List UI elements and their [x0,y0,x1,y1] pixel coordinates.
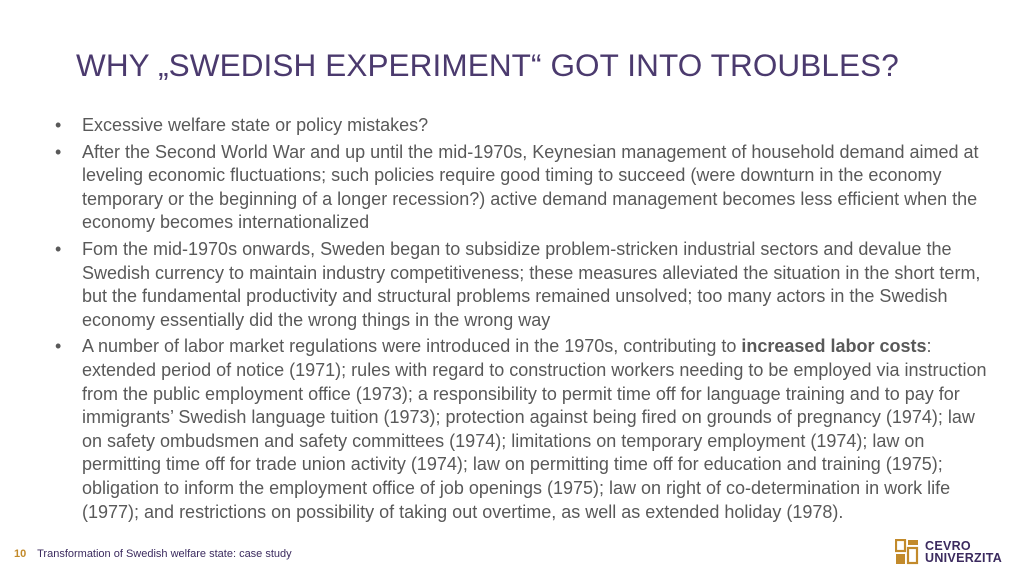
bullet-text-continued: : extended period of notice (1971); rules with regard to construction workers needing to be employed via instruction from the public employment office (1973); a responsibility to permit time off for language training and to pay for immigrants’ Swedish language tuition (1973); protection against being fired on grounds of pregnancy (1974); law on safety ombudsmen and safety committees (1974); limitations on temporary employment (1974); law on permitting time off for trade union activity (1974); law on permitting time off for education and training (1975); obligation to inform the employment office of job openings (1975); law on right of co-determination in work life (1977); and restrictions on possibility of taking out overtime, as well as extended holiday (1978). [82,336,987,522]
bullet-icon: • [55,141,62,162]
bullet-text: Excessive welfare state or policy mistakes? [82,115,429,135]
slide-title: WHY „SWEDISH EXPERIMENT“ GOT INTO TROUBLES? [76,47,899,83]
bullet-item [52,335,997,524]
bullet-text: A number of labor market regulations were introduced in the 1970s, contributing to [82,336,742,357]
logo-line-2: UNIVERZITA [925,551,1003,565]
cevro-logo-icon [895,539,919,565]
bullet-icon: • [55,238,62,259]
logo-wordmark [925,540,1002,564]
slide-number: 10 [14,548,27,560]
bullet-icon: • [55,336,62,357]
bullet-item [52,114,997,138]
bullet-emphasis: increased labor costs [741,336,927,357]
bullet-list [52,114,997,527]
slide-footer [14,548,292,560]
bullet-icon: • [55,115,62,135]
logo-line-1: CEVRO [925,539,971,553]
footer-text: Transformation of Swedish welfare state: case study [37,548,292,560]
bullet-text: Fom the mid-1970s onwards, Sweden began to subsidize problem-stricken industrial sectors and devalue the Swedish currency to maintain industry competitiveness; these measures alleviated the situation in the short term, but the fundamental productivity and structural problems remained unsolved; too many actors in the Swedish economy essentially did the wrong things in the wrong way [82,238,981,330]
bullet-item [52,141,997,235]
cevro-logo [895,536,1015,568]
bullet-item [52,238,997,332]
bullet-text: After the Second World War and up until the mid-1970s, Keynesian management of household demand aimed at leveling economic fluctuations; such policies require good timing to succeed (were downturn in the economy temporary or the beginning of a longer recession?) active demand management becomes less efficient when the economy becomes internationalized [82,141,979,233]
